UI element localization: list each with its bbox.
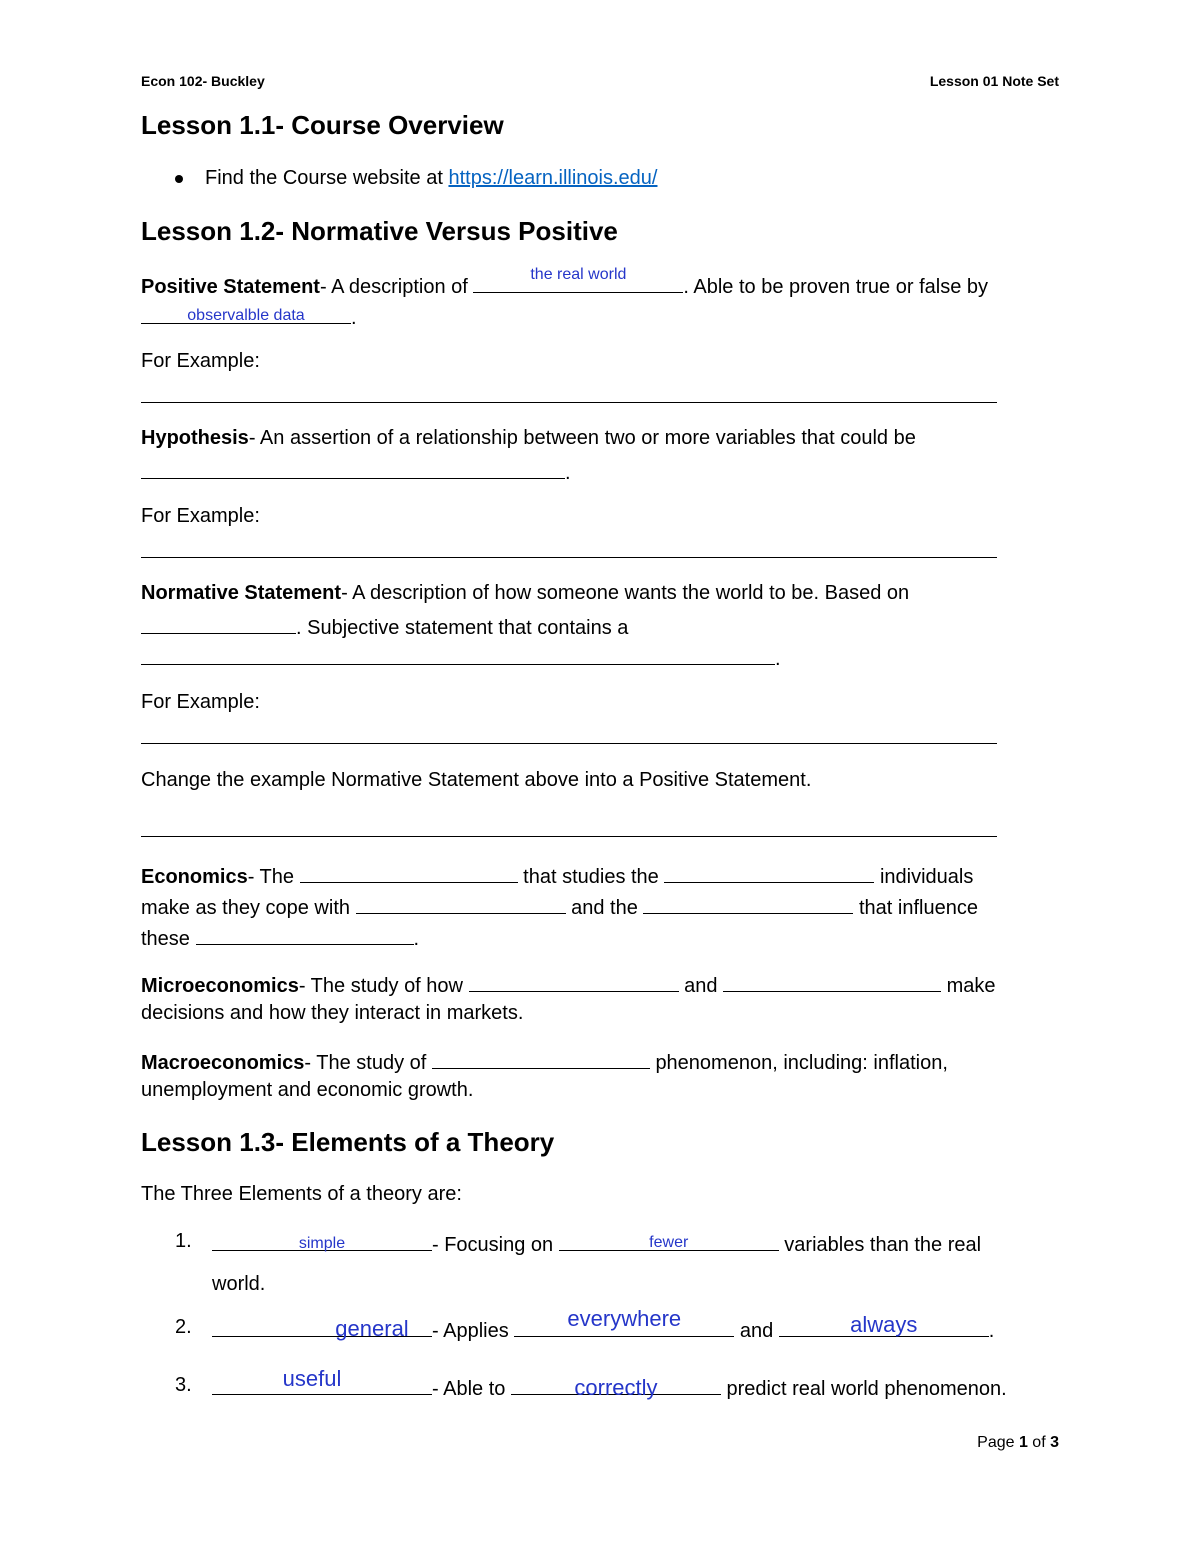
period: . — [565, 462, 571, 484]
example-answer-line-2[interactable] — [141, 557, 997, 558]
positive-statement-text-2: . Able to be proven true or false by — [683, 276, 989, 298]
macro-line-2: unemployment and economic growth. — [141, 1079, 474, 1101]
economics-line-1 — [141, 862, 973, 889]
example-answer-line-1[interactable] — [141, 402, 997, 403]
lesson-1-1-title: Lesson 1.1- Course Overview — [141, 110, 504, 140]
hypothesis-line-2 — [141, 458, 571, 485]
blank-general[interactable] — [212, 1316, 432, 1341]
bullet-icon — [175, 175, 183, 183]
economics-text-3: individuals — [879, 866, 974, 888]
hypothesis-line-1 — [141, 427, 916, 450]
blank-correctly[interactable] — [511, 1374, 721, 1400]
blank-hypothesis[interactable] — [141, 458, 565, 479]
page-total: 3 — [1050, 1434, 1059, 1451]
bullet-text: Find the Course website at — [205, 167, 449, 189]
period: . — [775, 648, 781, 670]
answer-real-world: the real world — [530, 266, 627, 283]
period: . — [413, 928, 420, 950]
element-item-3-num: 3. — [175, 1374, 192, 1396]
blank-economics-2[interactable] — [664, 862, 874, 883]
economics-line-2 — [141, 893, 978, 920]
element-item-2 — [212, 1306, 995, 1343]
course-website-link[interactable]: https://learn.illinois.edu/ — [448, 167, 658, 189]
economics-text-7: these — [141, 928, 190, 950]
lesson-1-2-title: Lesson 1.2- Normative Versus Positive — [141, 216, 618, 246]
lesson-1-3-title: Lesson 1.3- Elements of a Theory — [141, 1127, 555, 1157]
blank-economics-3[interactable] — [356, 893, 566, 914]
economics-text-1: - The — [247, 866, 295, 888]
element-1-text-2: variables than the real — [784, 1234, 982, 1256]
normative-statement-term: Normative Statement — [141, 582, 342, 604]
blank-observable-data[interactable] — [141, 303, 351, 324]
macro-text-2: phenomenon, including: inflation, — [655, 1052, 948, 1074]
example-answer-line-3[interactable] — [141, 743, 997, 744]
micro-line-2: decisions and how they interact in markets. — [141, 1002, 524, 1024]
economics-text-5: and the — [571, 897, 638, 919]
economics-line-3 — [141, 924, 419, 951]
answer-correctly: correctly — [574, 1375, 658, 1400]
micro-text-1: - The study of how — [298, 975, 463, 997]
header-course: Econ 102- Buckley — [141, 73, 265, 89]
change-prompt: Change the example Normative Statement above into a Positive Statement. — [141, 769, 812, 791]
blank-real-world[interactable] — [473, 266, 683, 293]
for-example-label-3: For Example: — [141, 691, 260, 713]
blank-useful[interactable] — [212, 1366, 432, 1395]
economics-term: Economics — [141, 866, 248, 888]
economics-text-4: make as they cope with — [141, 897, 350, 919]
micro-text-3: make — [946, 975, 996, 997]
hypothesis-text: - An assertion of a relationship between two or more variables that could be — [248, 427, 916, 449]
normative-statement-line-3 — [141, 644, 781, 671]
header-note-set: Lesson 01 Note Set — [929, 73, 1059, 89]
blank-simple[interactable] — [212, 1230, 432, 1251]
element-item-1-cont: world. — [212, 1273, 266, 1295]
macro-term: Macroeconomics — [141, 1052, 305, 1074]
blank-economics-4[interactable] — [643, 893, 853, 914]
blank-always[interactable] — [779, 1312, 989, 1337]
blank-normative-basis[interactable] — [141, 613, 296, 634]
normative-statement-line-2 — [141, 613, 628, 640]
answer-always: always — [850, 1312, 918, 1337]
period: . — [351, 307, 357, 329]
hypothesis-term: Hypothesis — [141, 427, 249, 449]
answer-observable-data: observalble data — [187, 307, 305, 324]
blank-micro-2[interactable] — [723, 971, 941, 992]
positive-statement-line-2 — [141, 303, 357, 330]
answer-fewer: fewer — [649, 1234, 689, 1251]
element-2-text-1: - Applies — [432, 1320, 509, 1342]
macro-line-1 — [141, 1048, 948, 1075]
element-3-text-2: predict real world phenomenon. — [726, 1378, 1007, 1400]
micro-text-2: and — [684, 975, 718, 997]
blank-micro-1[interactable] — [469, 971, 679, 992]
element-item-3 — [212, 1366, 1007, 1401]
element-item-1-num: 1. — [175, 1230, 192, 1252]
course-website-bullet — [175, 167, 657, 190]
element-3-text-1: - Able to — [432, 1378, 506, 1400]
positive-statement-text: - A description of — [319, 276, 474, 298]
normative-statement-line-1 — [141, 582, 909, 605]
micro-term: Microeconomics — [141, 975, 299, 997]
for-example-label-1: For Example: — [141, 350, 260, 372]
blank-everywhere[interactable] — [514, 1306, 734, 1337]
answer-everywhere: everywhere — [567, 1306, 682, 1331]
page-word: Page — [977, 1434, 1019, 1451]
economics-text-2: that studies the — [523, 866, 659, 888]
element-item-1 — [212, 1230, 981, 1257]
blank-fewer[interactable] — [559, 1230, 779, 1251]
normative-statement-text: - A description of how someone wants the world to be. Based on — [341, 582, 910, 604]
period: . — [988, 1320, 995, 1342]
economics-text-6: that influence — [858, 897, 978, 919]
page-number — [977, 1434, 1059, 1452]
page-current: 1 — [1018, 1434, 1028, 1451]
change-answer-line[interactable] — [141, 836, 997, 837]
positive-statement-line-1 — [141, 266, 989, 299]
element-2-text-2: and — [739, 1320, 774, 1342]
blank-normative-contains[interactable] — [141, 644, 775, 665]
element-item-2-num: 2. — [175, 1316, 192, 1338]
answer-useful: useful — [282, 1366, 342, 1391]
element-1-text-1: - Focusing on — [432, 1234, 554, 1256]
macro-text-1: - The study of — [304, 1052, 427, 1074]
positive-statement-term: Positive Statement — [141, 276, 320, 298]
blank-macro[interactable] — [432, 1048, 650, 1069]
answer-simple: simple — [298, 1235, 346, 1252]
micro-line-1 — [141, 971, 996, 998]
blank-economics-1[interactable] — [300, 862, 518, 883]
of-word: of — [1027, 1434, 1051, 1451]
blank-economics-5[interactable] — [196, 924, 414, 945]
answer-general: general — [335, 1316, 409, 1341]
three-elements-intro: The Three Elements of a theory are: — [141, 1183, 462, 1205]
for-example-label-2: For Example: — [141, 505, 260, 527]
normative-statement-text-2: . Subjective statement that contains a — [296, 617, 629, 639]
